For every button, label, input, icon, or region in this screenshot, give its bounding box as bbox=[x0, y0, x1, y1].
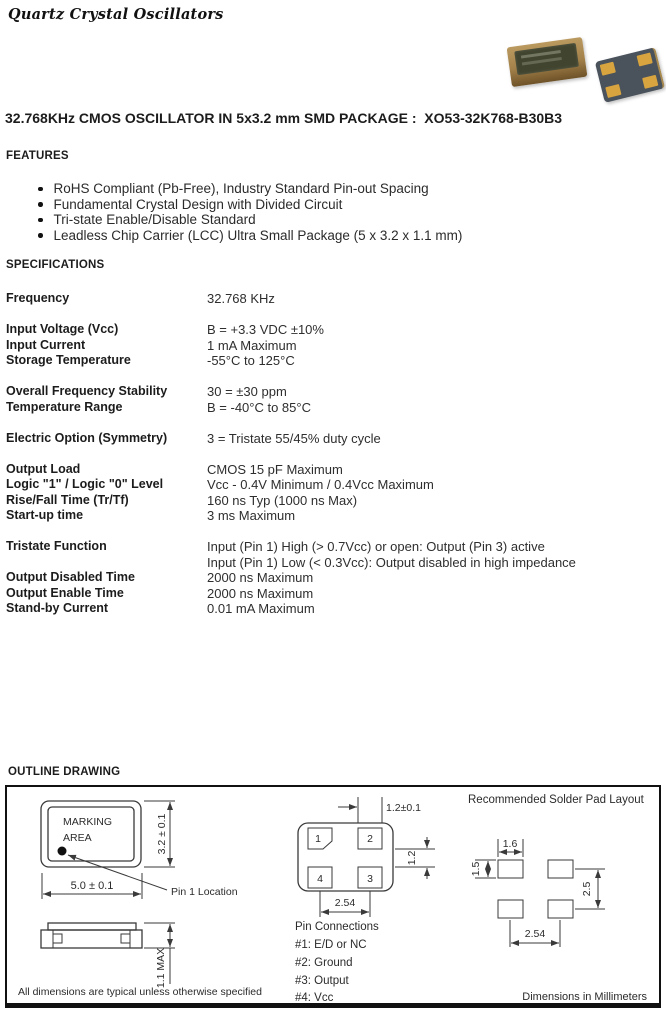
marking-area-label-line2: AREA bbox=[63, 832, 92, 844]
product-photos bbox=[503, 34, 663, 106]
solder-pad bbox=[548, 900, 573, 918]
spec-value: 0.01 mA Maximum bbox=[207, 601, 315, 616]
spec-row bbox=[6, 477, 656, 493]
pin-connections bbox=[295, 921, 379, 1003]
spec-row bbox=[6, 353, 656, 369]
spec-row bbox=[6, 508, 656, 524]
package-bottom-outline bbox=[298, 823, 393, 891]
spec-value: B = +3.3 VDC ±10% bbox=[207, 322, 324, 337]
solder-pad bbox=[498, 860, 523, 878]
chip-pad bbox=[605, 84, 621, 98]
spec-label: Rise/Fall Time (Tr/Tf) bbox=[6, 492, 129, 507]
outline-drawing-svg bbox=[7, 787, 659, 1003]
bottom-view-drawing bbox=[298, 797, 435, 917]
dimensions-note-right: Dimensions in Millimeters bbox=[522, 991, 647, 1003]
feature-item bbox=[38, 212, 462, 228]
spec-value: 32.768 KHz bbox=[207, 291, 275, 306]
spec-row bbox=[6, 462, 656, 478]
spec-value-line: Input (Pin 1) Low (< 0.3Vcc): Output disabled in high impedance bbox=[207, 554, 576, 570]
spec-value: B = -40°C to 85°C bbox=[207, 399, 311, 415]
spec-group bbox=[6, 539, 656, 617]
feature-text: Leadless Chip Carrier (LCC) Ultra Small Package (5 x 3.2 x 1.1 mm) bbox=[53, 227, 463, 243]
spec-label: Overall Frequency Stability bbox=[6, 384, 168, 398]
spec-value: 3 = Tristate 55/45% duty cycle bbox=[207, 430, 381, 446]
spec-row bbox=[6, 400, 656, 416]
pin-connection-item: #4: Vcc bbox=[295, 992, 334, 1003]
spec-row bbox=[6, 384, 656, 400]
pad-width-dimension: 1.2±0.1 bbox=[386, 802, 421, 814]
spec-label: Storage Temperature bbox=[6, 353, 131, 367]
spec-value: 2000 ns Maximum bbox=[207, 585, 314, 601]
spec-value: CMOS 15 pF Maximum bbox=[207, 461, 343, 477]
spec-label: Output Disabled Time bbox=[6, 570, 135, 584]
spec-label: Output Enable Time bbox=[6, 585, 124, 600]
pad-4-number: 4 bbox=[317, 873, 323, 885]
spec-label: Tristate Function bbox=[6, 539, 107, 553]
spec-label: Input Current bbox=[6, 337, 86, 352]
pin1-location-label: Pin 1 Location bbox=[171, 886, 238, 898]
chip-photo-top-view bbox=[507, 37, 588, 87]
side-view-drawing bbox=[41, 923, 175, 988]
spec-row bbox=[6, 291, 656, 307]
feature-text: Fundamental Crystal Design with Divided Circuit bbox=[53, 196, 343, 212]
spec-group bbox=[6, 384, 656, 415]
bullet-icon bbox=[38, 187, 43, 192]
spec-row bbox=[6, 539, 656, 570]
spec-row bbox=[6, 570, 656, 586]
pin1-dot bbox=[58, 847, 67, 856]
spec-value: 30 = ±30 ppm bbox=[207, 384, 287, 399]
pad-3-number: 3 bbox=[367, 873, 373, 885]
spec-value: 3 ms Maximum bbox=[207, 508, 296, 523]
outline-heading: OUTLINE DRAWING bbox=[8, 766, 121, 778]
solder-pad bbox=[548, 860, 573, 878]
spec-label: Output Load bbox=[6, 461, 81, 476]
marking-area-label-line1: MARKING bbox=[63, 816, 113, 828]
spec-label: Input Voltage (Vcc) bbox=[6, 322, 119, 336]
spec-group bbox=[6, 431, 656, 447]
width-dimension: 5.0 ± 0.1 bbox=[70, 880, 114, 892]
outline-drawing-box bbox=[5, 785, 661, 1008]
chip-pad bbox=[637, 52, 653, 66]
specifications-heading: SPECIFICATIONS bbox=[6, 259, 105, 271]
pin-connection-item: #3: Output bbox=[295, 975, 349, 987]
spec-label: Logic "1" / Logic "0" Level bbox=[6, 477, 164, 491]
spec-row bbox=[6, 586, 656, 602]
pin-connections-heading: Pin Connections bbox=[295, 921, 379, 933]
spec-value bbox=[207, 539, 656, 570]
feature-item bbox=[38, 181, 462, 197]
spec-label: Frequency bbox=[6, 291, 70, 305]
spec-value-line: Input (Pin 1) High (> 0.7Vcc) or open: Output (Pin 3) active bbox=[207, 539, 545, 554]
chip-pad bbox=[600, 62, 616, 76]
specifications-table bbox=[6, 291, 656, 632]
spec-row bbox=[6, 601, 656, 617]
thickness-dimension: 1.1 MAX bbox=[155, 947, 167, 989]
spec-row bbox=[6, 493, 656, 509]
bullet-icon bbox=[38, 218, 43, 223]
brand-title: Quartz Crystal Oscillators bbox=[8, 6, 224, 23]
feature-text: RoHS Compliant (Pb-Free), Industry Standard Pin-out Spacing bbox=[53, 181, 429, 196]
feature-text: Tri-state Enable/Disable Standard bbox=[53, 212, 256, 227]
solder-pad bbox=[498, 900, 523, 918]
pad-1-number: 1 bbox=[315, 833, 321, 845]
feature-item bbox=[38, 197, 462, 213]
spec-label: Start-up time bbox=[6, 508, 84, 522]
features-heading: FEATURES bbox=[6, 150, 69, 162]
top-view-drawing bbox=[41, 801, 238, 899]
height-dimension: 3.2 ± 0.1 bbox=[156, 813, 168, 855]
spec-value: -55°C to 125°C bbox=[207, 353, 295, 368]
spec-value: 160 ns Typ (1000 ns Max) bbox=[207, 492, 358, 508]
chip-pad bbox=[642, 75, 658, 89]
solder-col-pitch-dimension: 2.54 bbox=[524, 928, 546, 940]
pad-gap-dimension: 1.2 bbox=[406, 850, 418, 866]
solder-row-pitch-dimension: 2.5 bbox=[581, 881, 593, 897]
features-list bbox=[38, 181, 462, 243]
pad-pitch-dimension: 2.54 bbox=[334, 897, 356, 909]
solder-pad-width-dimension: 1.6 bbox=[502, 838, 518, 850]
solder-pad-layout-title: Recommended Solder Pad Layout bbox=[468, 794, 644, 806]
spec-row bbox=[6, 338, 656, 354]
spec-value: 2000 ns Maximum bbox=[207, 570, 314, 585]
spec-group bbox=[6, 462, 656, 524]
spec-label: Stand-by Current bbox=[6, 601, 109, 615]
pin-connection-item: #1: E/D or NC bbox=[295, 939, 367, 951]
spec-row bbox=[6, 431, 656, 447]
bullet-icon bbox=[38, 233, 43, 238]
spec-group bbox=[6, 291, 656, 307]
spec-value: Vcc - 0.4V Minimum / 0.4Vcc Maximum bbox=[207, 477, 434, 492]
spec-value: 1 mA Maximum bbox=[207, 337, 297, 353]
chip-photo-bottom-view bbox=[595, 47, 665, 103]
spec-row bbox=[6, 322, 656, 338]
feature-item bbox=[38, 228, 462, 244]
pin-connection-item: #2: Ground bbox=[295, 957, 353, 969]
dimensions-note-left: All dimensions are typical unless otherwise specified bbox=[18, 986, 262, 998]
pad-2-number: 2 bbox=[367, 833, 373, 845]
solder-pad-height-dimension: 1.5 bbox=[470, 861, 482, 877]
spec-group bbox=[6, 322, 656, 369]
spec-label: Electric Option (Symmetry) bbox=[6, 430, 168, 445]
solder-pad-layout bbox=[468, 794, 645, 947]
spec-label: Temperature Range bbox=[6, 399, 123, 414]
bullet-icon bbox=[38, 202, 43, 207]
chip-marking-area bbox=[514, 43, 579, 75]
doc-title: 32.768KHz CMOS OSCILLATOR IN 5x3.2 mm SMD PACKAGE : XO53-32K768-B30B3 bbox=[5, 110, 563, 126]
